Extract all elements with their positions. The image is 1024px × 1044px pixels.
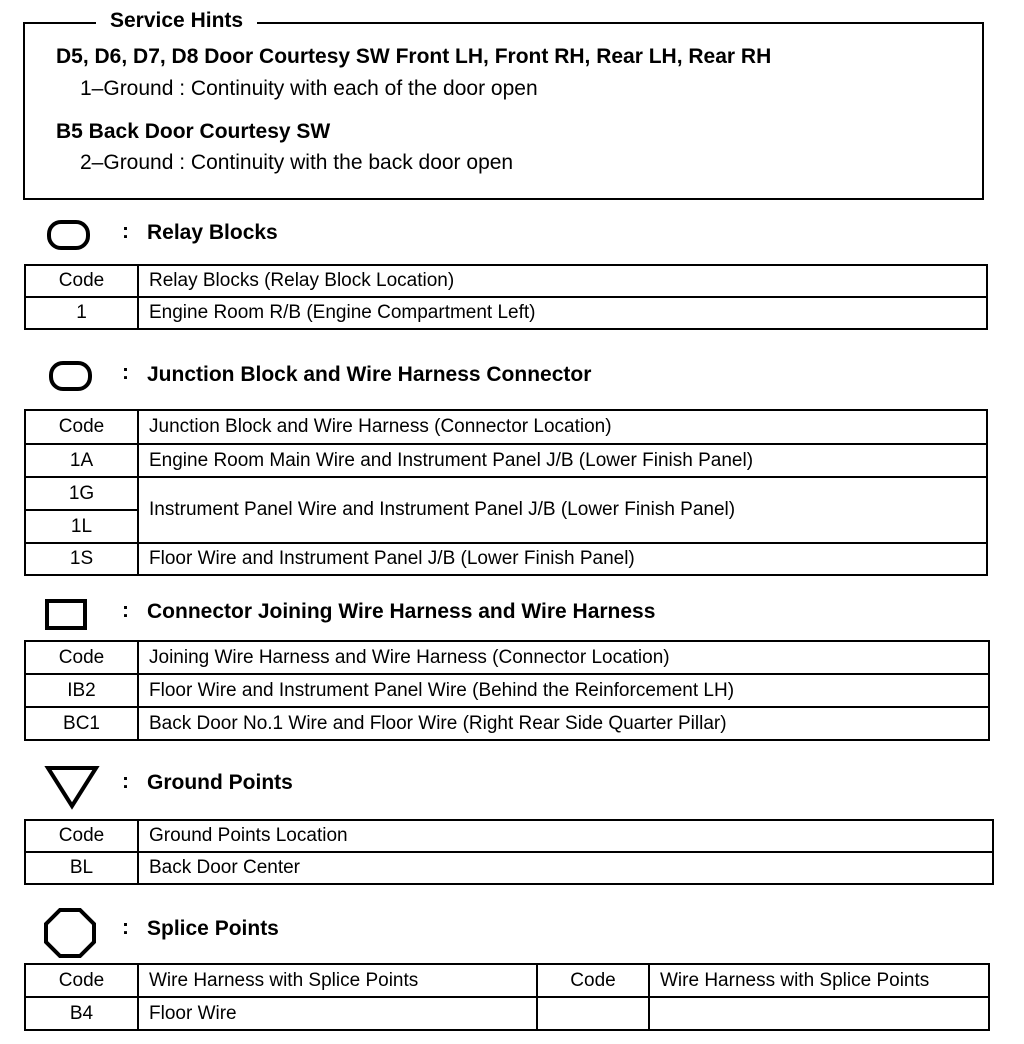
header-code-2: Code bbox=[537, 964, 649, 997]
section-colon: : bbox=[122, 770, 129, 793]
row-location: Back Door Center bbox=[138, 852, 993, 884]
table-row bbox=[25, 674, 989, 707]
rounded-rectangle-icon bbox=[49, 361, 92, 391]
row-code: BL bbox=[25, 852, 138, 884]
row-location-merged: Instrument Panel Wire and Instrument Panel J/B (Lower Finish Panel) bbox=[138, 477, 987, 543]
table-row bbox=[25, 852, 993, 884]
header-code: Code bbox=[25, 410, 138, 444]
junction-block-title: Junction Block and Wire Harness Connector bbox=[147, 363, 592, 386]
row-code: 1G bbox=[25, 477, 138, 510]
row-location: Engine Room R/B (Engine Compartment Left) bbox=[138, 297, 987, 329]
connector-joining-title: Connector Joining Wire Harness and Wire Harness bbox=[147, 600, 656, 623]
row-harness-2 bbox=[649, 997, 989, 1030]
table-header-row bbox=[25, 265, 987, 297]
table-row bbox=[25, 477, 987, 510]
section-colon: : bbox=[122, 361, 129, 384]
row-code: 1S bbox=[25, 543, 138, 575]
header-code: Code bbox=[25, 265, 138, 297]
row-code: B4 bbox=[25, 997, 138, 1030]
relay-blocks-title: Relay Blocks bbox=[147, 221, 278, 244]
rectangle-icon bbox=[45, 599, 87, 630]
hint-heading-back-door: B5 Back Door Courtesy SW bbox=[56, 120, 331, 143]
header-harness: Wire Harness with Splice Points bbox=[138, 964, 537, 997]
table-row bbox=[25, 297, 987, 329]
table-header-row bbox=[25, 410, 987, 444]
row-code: 1L bbox=[25, 510, 138, 543]
header-location: Ground Points Location bbox=[138, 820, 993, 852]
header-location: Junction Block and Wire Harness (Connector Location) bbox=[138, 410, 987, 444]
table-header-row bbox=[25, 820, 993, 852]
ground-points-table bbox=[24, 819, 994, 885]
row-location: Engine Room Main Wire and Instrument Panel J/B (Lower Finish Panel) bbox=[138, 444, 987, 477]
table-header-row bbox=[25, 641, 989, 674]
row-code: 1A bbox=[25, 444, 138, 477]
hint-detail-back-door: 2–Ground : Continuity with the back door open bbox=[80, 151, 514, 174]
hint-heading-door-courtesy: D5, D6, D7, D8 Door Courtesy SW Front LH, Front RH, Rear LH, Rear RH bbox=[56, 45, 772, 68]
header-code: Code bbox=[25, 964, 138, 997]
rounded-rectangle-icon bbox=[47, 220, 90, 250]
section-colon: : bbox=[122, 220, 129, 243]
table-row bbox=[25, 997, 989, 1030]
row-code-2 bbox=[537, 997, 649, 1030]
header-harness-2: Wire Harness with Splice Points bbox=[649, 964, 989, 997]
row-location: Floor Wire and Instrument Panel Wire (Behind the Reinforcement LH) bbox=[138, 674, 989, 707]
splice-points-title: Splice Points bbox=[147, 917, 279, 940]
service-hints-title: Service Hints bbox=[96, 8, 257, 34]
relay-blocks-table bbox=[24, 264, 988, 330]
junction-block-table bbox=[24, 409, 988, 576]
octagon-icon bbox=[43, 907, 97, 959]
table-row bbox=[25, 707, 989, 740]
row-harness: Floor Wire bbox=[138, 997, 537, 1030]
hint-detail-door-courtesy: 1–Ground : Continuity with each of the door open bbox=[80, 77, 538, 100]
header-location: Joining Wire Harness and Wire Harness (Connector Location) bbox=[138, 641, 989, 674]
splice-points-table bbox=[24, 963, 990, 1031]
section-colon: : bbox=[122, 599, 129, 622]
row-code: 1 bbox=[25, 297, 138, 329]
table-header-row bbox=[25, 964, 989, 997]
connector-joining-table bbox=[24, 640, 990, 741]
row-code: IB2 bbox=[25, 674, 138, 707]
triangle-down-icon bbox=[44, 764, 100, 810]
table-row bbox=[25, 444, 987, 477]
row-location: Back Door No.1 Wire and Floor Wire (Right Rear Side Quarter Pillar) bbox=[138, 707, 989, 740]
row-code: BC1 bbox=[25, 707, 138, 740]
section-colon: : bbox=[122, 916, 129, 939]
header-code: Code bbox=[25, 641, 138, 674]
table-row bbox=[25, 543, 987, 575]
row-location: Floor Wire and Instrument Panel J/B (Lower Finish Panel) bbox=[138, 543, 987, 575]
header-location: Relay Blocks (Relay Block Location) bbox=[138, 265, 987, 297]
header-code: Code bbox=[25, 820, 138, 852]
ground-points-title: Ground Points bbox=[147, 771, 293, 794]
